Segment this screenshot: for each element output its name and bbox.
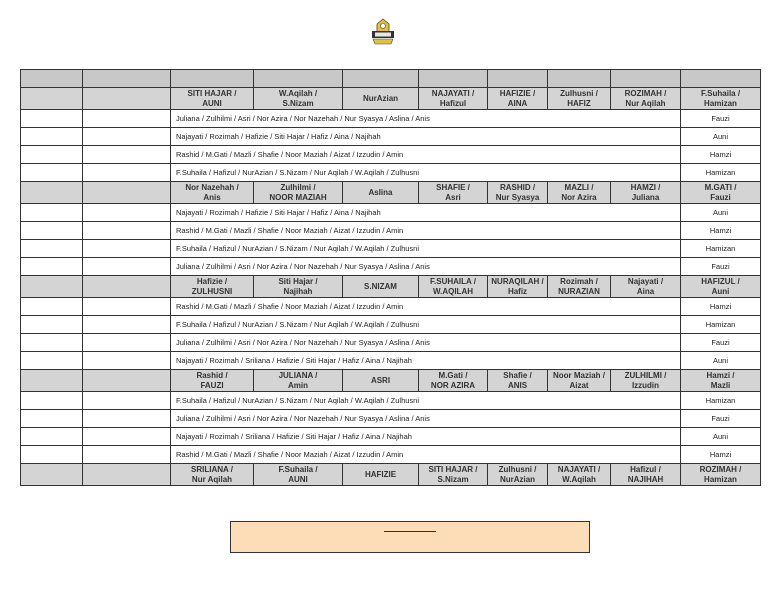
assigned-name-cell: Hamizan: [681, 392, 761, 410]
assigned-name-cell: Hamizan: [681, 316, 761, 334]
signature-line: [384, 531, 436, 532]
assigned-name-cell: Fauzi: [681, 410, 761, 428]
header-cell: NURAQILAH / Hafiz: [488, 276, 548, 298]
header-cell: NAJAYATI / W.Aqilah: [548, 464, 611, 486]
names-cell: Najayati / Rozimah / Hafizie / Siti Hajar / Hafiz / Aina / Najihah: [171, 128, 681, 146]
assigned-name-cell: Auni: [681, 204, 761, 222]
names-cell: Rashid / M.Gati / Mazli / Shafie / Noor Maziah / Aizat / Izzudin / Amin: [171, 222, 681, 240]
header-cell: HAMZI / Juliana: [611, 182, 681, 204]
header-cell: F.SUHAILA / W.AQILAH: [419, 276, 488, 298]
assigned-name-cell: Hamzi: [681, 146, 761, 164]
header-cell: Nor Nazehah / Anis: [171, 182, 254, 204]
schedule-table: [20, 69, 761, 486]
assigned-name-cell: Auni: [681, 128, 761, 146]
header-cell: Aslina: [343, 182, 419, 204]
table-row: [21, 446, 761, 464]
table-row: [21, 146, 761, 164]
header-cell: Najayati / Aina: [611, 276, 681, 298]
header-cell: Zulhusni / HAFIZ: [548, 88, 611, 110]
table-row: [21, 392, 761, 410]
assigned-name-cell: Fauzi: [681, 110, 761, 128]
group-header-row: [21, 276, 761, 298]
header-cell: SRILIANA / Nur Aqilah: [171, 464, 254, 486]
header-cell: Hafizul / NAJIHAH: [611, 464, 681, 486]
header-cell: NAJAYATI / Hafizul: [419, 88, 488, 110]
header-cell: SITI HAJAR / S.Nizam: [419, 464, 488, 486]
assigned-name-cell: Hamzi: [681, 298, 761, 316]
names-cell: Rashid / M.Gati / Mazli / Shafie / Noor Maziah / Aizat / Izzudin / Amin: [171, 446, 681, 464]
header-cell: Shafie / ANIS: [488, 370, 548, 392]
assigned-name-cell: Fauzi: [681, 258, 761, 276]
header-cell: SITI HAJAR / AUNI: [171, 88, 254, 110]
header-cell: F.Suhaila / AUNI: [254, 464, 343, 486]
names-cell: Najayati / Rozimah / Sriliana / Hafizie / Siti Hajar / Hafiz / Aina / Najihah: [171, 428, 681, 446]
header-cell: RASHID / Nur Syasya: [488, 182, 548, 204]
assigned-name-cell: Hamzi: [681, 222, 761, 240]
group-header-row: [21, 370, 761, 392]
header-cell: Hafizie / ZULHUSNI: [171, 276, 254, 298]
header-cell: HAFIZIE: [343, 464, 419, 486]
header-cell: Siti Hajar / Najihah: [254, 276, 343, 298]
assigned-name-cell: Hamizan: [681, 164, 761, 182]
header-cell: W.Aqilah / S.Nizam: [254, 88, 343, 110]
header-cell: Zulhilmi / NOOR MAZIAH: [254, 182, 343, 204]
header-cell: MAZLI / Nor Azira: [548, 182, 611, 204]
assigned-name-cell: Hamzi: [681, 446, 761, 464]
names-cell: Juliana / Zulhilmi / Asri / Nor Azira / Nor Nazehah / Nur Syasya / Aslina / Anis: [171, 334, 681, 352]
assigned-name-cell: Auni: [681, 352, 761, 370]
names-cell: F.Suhaila / Hafizul / NurAzian / S.Nizam / Nur Aqilah / W.Aqilah / Zulhusni: [171, 316, 681, 334]
header-cell: ROZIMAH / Hamizan: [681, 464, 761, 486]
names-cell: Najayati / Rozimah / Sriliana / Hafizie / Siti Hajar / Hafiz / Aina / Najihah: [171, 352, 681, 370]
footer-box: [230, 521, 590, 553]
table-row: [21, 258, 761, 276]
assigned-name-cell: Auni: [681, 428, 761, 446]
header-cell: JULIANA / Amin: [254, 370, 343, 392]
header-cell: NurAzian: [343, 88, 419, 110]
group-header-row: [21, 464, 761, 486]
header-cell: F.Suhaila / Hamizan: [681, 88, 761, 110]
header-cell: M.GATI / Fauzi: [681, 182, 761, 204]
header-cell: HAFIZIE / AINA: [488, 88, 548, 110]
assigned-name-cell: Fauzi: [681, 334, 761, 352]
header-cell: SHAFIE / Asri: [419, 182, 488, 204]
table-row: [21, 222, 761, 240]
header-cell: M.Gati / NOR AZIRA: [419, 370, 488, 392]
table-row: [21, 164, 761, 182]
names-cell: F.Suhaila / Hafizul / NurAzian / S.Nizam / Nur Aqilah / W.Aqilah / Zulhusni: [171, 164, 681, 182]
header-cell: HAFIZUL / Auni: [681, 276, 761, 298]
table-row: [21, 428, 761, 446]
table-row: [21, 334, 761, 352]
table-row: [21, 410, 761, 428]
header-cell: Rashid / FAUZI: [171, 370, 254, 392]
header-cell: Zulhusni / NurAzian: [488, 464, 548, 486]
header-cell: ROZIMAH / Nur Aqilah: [611, 88, 681, 110]
header-cell: Rozimah / NURAZIAN: [548, 276, 611, 298]
names-cell: F.Suhaila / Hafizul / NurAzian / S.Nizam / Nur Aqilah / W.Aqilah / Zulhusni: [171, 240, 681, 258]
table-row: [21, 352, 761, 370]
names-cell: Juliana / Zulhilmi / Asri / Nor Azira / Nor Nazehah / Nur Syasya / Aslina / Anis: [171, 110, 681, 128]
assigned-name-cell: Hamizan: [681, 240, 761, 258]
group-header-row: [21, 88, 761, 110]
table-row: [21, 128, 761, 146]
header-cell: ZULHILMI / Izzudin: [611, 370, 681, 392]
top-blank-row: [21, 70, 761, 88]
names-cell: F.Suhaila / Hafizul / NurAzian / S.Nizam / Nur Aqilah / W.Aqilah / Zulhusni: [171, 392, 681, 410]
header-cell: ASRI: [343, 370, 419, 392]
header-cell: Noor Maziah / Aizat: [548, 370, 611, 392]
table-row: [21, 204, 761, 222]
table-row: [21, 298, 761, 316]
names-cell: Rashid / M.Gati / Mazli / Shafie / Noor Maziah / Aizat / Izzudin / Amin: [171, 146, 681, 164]
header-cell: S.NIZAM: [343, 276, 419, 298]
school-crest-logo: [370, 18, 396, 46]
names-cell: Juliana / Zulhilmi / Asri / Nor Azira / Nor Nazehah / Nur Syasya / Aslina / Anis: [171, 258, 681, 276]
table-row: [21, 240, 761, 258]
names-cell: Najayati / Rozimah / Hafizie / Siti Hajar / Hafiz / Aina / Najihah: [171, 204, 681, 222]
names-cell: Rashid / M.Gati / Mazli / Shafie / Noor Maziah / Aizat / Izzudin / Amin: [171, 298, 681, 316]
group-header-row: [21, 182, 761, 204]
names-cell: Juliana / Zulhilmi / Asri / Nor Azira / Nor Nazehah / Nur Syasya / Aslina / Anis: [171, 410, 681, 428]
table-row: [21, 316, 761, 334]
table-row: [21, 110, 761, 128]
header-cell: Hamzi / Mazli: [681, 370, 761, 392]
